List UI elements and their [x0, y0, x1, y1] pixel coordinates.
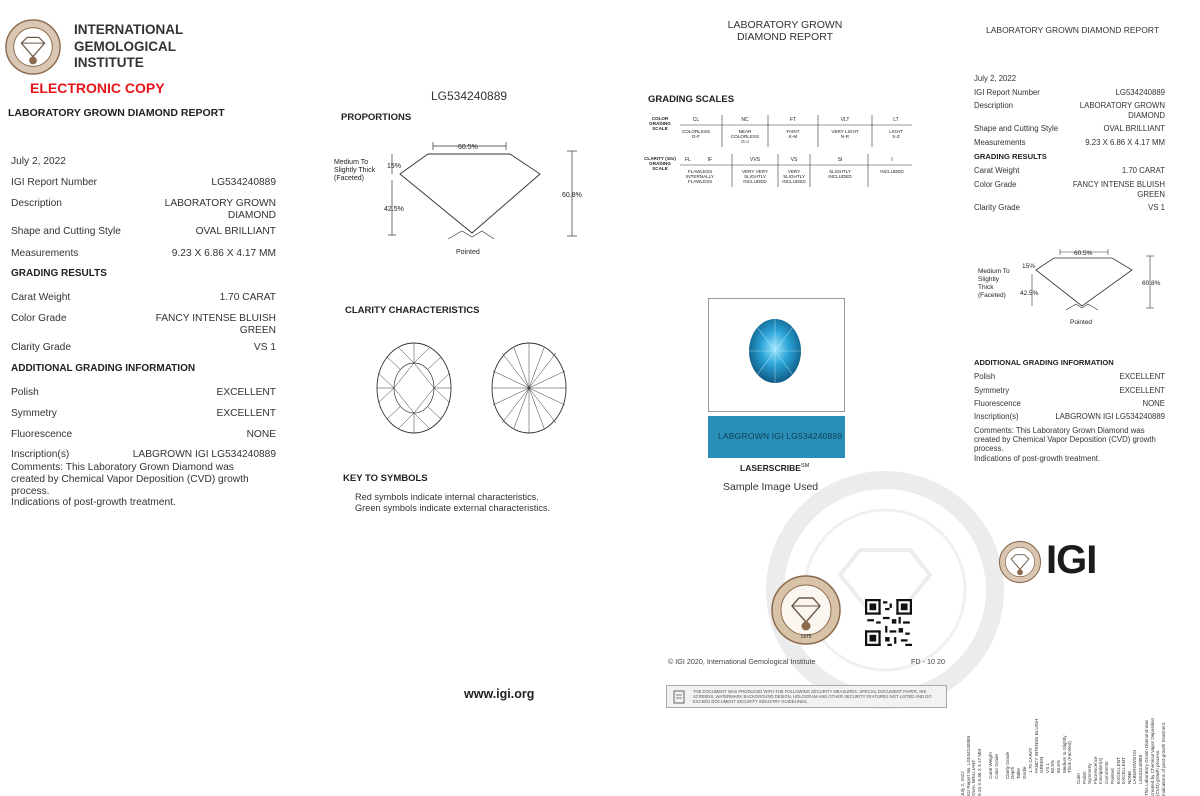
carat-value: 1.70 CARAT: [219, 292, 276, 303]
key-line-external: Green symbols indicate external characteristics.: [355, 503, 551, 513]
report-title-right: LABORATORY GROWN DIAMOND REPORT: [986, 25, 1160, 35]
mini-cell: created by Chemical Vapor Deposition: [1149, 717, 1155, 796]
comments-line: Comments: This Laboratory Grown Diamond was: [11, 462, 234, 473]
grading-scales-table: [640, 112, 920, 190]
igi-logo: IGI: [1046, 538, 1097, 582]
description-line: LABORATORY GROWN: [164, 198, 276, 209]
r-description-value: [1080, 101, 1165, 120]
color-desc: NEAR: [738, 129, 752, 134]
mini-summary-table: [958, 600, 1170, 796]
color-desc: COLORLESS: [681, 129, 711, 134]
carat-label: Carat Weight: [11, 292, 71, 303]
r-table-percentage: 60.5%: [1074, 250, 1093, 257]
color-code: LT: [893, 117, 899, 123]
crown-view-plot: [375, 341, 453, 435]
institute-name-line: GEMOLOGICAL: [74, 38, 176, 54]
mini-cell: IGI Report No. LG534240889: [965, 735, 971, 796]
igi-seal-emblem: [770, 574, 842, 646]
mini-col-6: [1144, 718, 1166, 796]
r-additional-info-heading: ADDITIONAL GRADING INFORMATION: [974, 358, 1114, 367]
mini-cell: Depth: [1010, 766, 1016, 779]
r-grading-results-heading: GRADING RESULTS: [974, 152, 1047, 161]
comments-line: Indications of post-growth treatment.: [11, 497, 176, 509]
proportions-diagram: [330, 135, 590, 260]
igi-seal-logo: [4, 18, 62, 76]
fluorescence-label: Fluorescence: [11, 429, 73, 440]
mini-cell: (CVD) growth process.: [1155, 749, 1161, 796]
color-desc: FAINT: [786, 129, 800, 134]
laser-inscription-text: LABGROWN IGI LG534240889: [718, 431, 843, 441]
security-notice: [666, 685, 947, 708]
comments: [11, 462, 286, 509]
mini-cell: Carat Weight: [988, 752, 993, 779]
clarity-desc: VERY VERY: [741, 169, 769, 174]
color-scale-label: SCALE: [652, 126, 668, 131]
color-scale-label: COLOR: [651, 116, 669, 121]
report-number-center: LG534240889: [431, 89, 508, 103]
color-scale-label: GRADING: [649, 121, 671, 126]
description-line: DIAMOND: [227, 210, 276, 221]
laserscribe-label: [740, 463, 809, 473]
mini-cell: Polish: [1081, 771, 1087, 785]
report-date: July 2, 2022: [11, 156, 66, 167]
clarity-code: I: [891, 157, 893, 163]
r-culet-label: Pointed: [1070, 319, 1093, 326]
form-code: FD - 10 20: [911, 657, 945, 666]
polish-label: Polish: [11, 387, 39, 398]
r-color-value: [1073, 180, 1165, 199]
report-number-label: IGI Report Number: [11, 177, 98, 188]
report-title-center: [705, 20, 865, 43]
website-url: www.igi.org: [464, 687, 535, 701]
electronic-copy-label: ELECTRONIC COPY: [30, 80, 165, 96]
r-carat-value: 1.70 CARAT: [1121, 166, 1165, 175]
r-pavilion-percentage: 42.5%: [1020, 290, 1039, 297]
r-inscription-label: Inscription(s): [974, 412, 1019, 421]
mini-col-4: [1076, 757, 1110, 785]
girdle-line: (Faceted): [334, 175, 364, 182]
mini-cell: EXCELLENT: [1115, 757, 1121, 785]
r-comments: [974, 426, 1174, 463]
clarity-desc: INTERNALLY: [686, 174, 714, 179]
mini-cell: Color Grade: [993, 753, 999, 779]
description-value: [165, 198, 276, 222]
clarity-code: VS: [790, 157, 798, 163]
clarity-code: IF: [707, 157, 713, 163]
key-to-symbols: [355, 492, 550, 514]
r-girdle-line: Medium To: [978, 268, 1010, 275]
r-inscription-value: LABGROWN IGI LG534240889: [1055, 412, 1165, 421]
shape-label: Shape and Cutting Style: [11, 226, 121, 237]
qr-code: [865, 599, 912, 646]
clarity-desc: FLAWLESS: [687, 169, 713, 174]
grading-scales-title: GRADING SCALES: [648, 94, 735, 105]
r-symmetry-value: EXCELLENT: [1119, 386, 1165, 395]
mini-cell: OVAL BRILLIANT: [971, 759, 977, 796]
diamond-photo: [708, 298, 845, 412]
mini-col-3: [1028, 719, 1073, 773]
clarity-desc: INCLUDED: [880, 169, 904, 174]
color-desc: G-J: [741, 139, 749, 144]
key-line-internal: Red symbols indicate internal characteristics.: [355, 492, 539, 502]
color-desc: VERY LIGHT: [831, 129, 859, 134]
inscription-label: Inscription(s): [11, 449, 70, 460]
key-to-symbols-title: KEY TO SYMBOLS: [343, 473, 428, 484]
mini-cell: 9.23 X 6.86 X 4.17 MM: [976, 748, 982, 796]
r-crown-percentage: 15%: [1022, 263, 1036, 270]
mini-cell: LG534240889: [1137, 755, 1143, 785]
mini-cell: Thick (Faceted): [1067, 741, 1073, 774]
color-code: FT: [789, 117, 797, 123]
mini-cell: Culet: [1076, 773, 1081, 785]
mini-cell: NONE: [1126, 771, 1132, 785]
clarity-desc: SLIGHTLY: [783, 174, 805, 179]
mini-cell: EXCELLENT: [1121, 757, 1127, 785]
institute-name: [74, 22, 234, 72]
r-measurements-value: 9.23 X 6.86 X 4.17 MM: [1085, 138, 1165, 147]
color-desc: K-M: [788, 134, 798, 139]
document-icon: [672, 690, 686, 704]
comments-line: process.: [11, 485, 50, 497]
r-description-line: DIAMOND: [1128, 110, 1165, 120]
r-description-label: Description: [974, 101, 1013, 110]
clarity-desc: VERY: [787, 169, 801, 174]
symmetry-value: EXCELLENT: [216, 408, 276, 419]
sample-image-note: Sample Image Used: [723, 481, 819, 493]
r-proportions-diagram: [976, 244, 1166, 330]
color-desc: N-R: [840, 134, 850, 139]
mini-col-5: [1110, 750, 1144, 784]
color-code: CL: [692, 117, 700, 123]
report-title-center-line: DIAMOND REPORT: [736, 30, 834, 43]
fluorescence-value: NONE: [246, 429, 276, 440]
diamond-image: [709, 299, 844, 411]
clarity-scale-label: CLARITY (10x): [644, 156, 676, 161]
clarity-desc: INCLUDED: [743, 179, 767, 184]
mini-cell: LABGROWN IGI: [1132, 750, 1138, 785]
color-desc: S-Z: [892, 134, 900, 139]
r-shape-label: Shape and Cutting Style: [974, 124, 1059, 133]
mini-cell: Girdle: [1021, 766, 1027, 779]
r-depth-percentage: 60.8%: [1142, 280, 1161, 287]
color-desc: LIGHT: [889, 129, 903, 134]
copyright-notice: © IGI 2020, International Gemological Institute: [668, 657, 816, 666]
r-comments-line: Comments: This Laboratory Grown Diamond was: [974, 426, 1145, 435]
institute-name-line: INTERNATIONAL: [74, 22, 184, 37]
mini-cell: Medium to Slightly: [1061, 735, 1067, 774]
mini-cell: This Laboratory Grown Diamond was: [1144, 719, 1149, 796]
r-shape-value: OVAL BRILLIANT: [1103, 124, 1165, 133]
color-desc: COLORLESS: [730, 134, 760, 139]
girdle-line: Medium To: [334, 159, 369, 166]
clarity-scale-label: SCALE: [652, 166, 668, 171]
clarity-code: SI: [837, 157, 843, 163]
r-symmetry-label: Symmetry: [974, 386, 1010, 395]
mini-cell: 1.70 CARAT: [1028, 747, 1033, 774]
color-value: [156, 313, 276, 337]
clarity-desc: SLIGHTLY: [829, 169, 851, 174]
r-clarity-label: Clarity Grade: [974, 203, 1020, 212]
seal-year: 1975: [800, 634, 812, 640]
r-report-number-label: IGI Report Number: [974, 88, 1040, 97]
clarity-desc: INCLUDED: [828, 174, 852, 179]
additional-info-heading: ADDITIONAL GRADING INFORMATION: [11, 363, 196, 374]
mini-cell: Fluorescence: [1092, 756, 1098, 785]
clarity-code: FL: [685, 157, 691, 163]
mini-cell: Symmetry: [1087, 763, 1093, 785]
inscription-value: LABGROWN IGI LG534240889: [132, 449, 276, 460]
r-fluorescence-label: Fluorescence: [974, 399, 1021, 408]
clarity-desc: INCLUDED: [782, 179, 806, 184]
r-color-label: Color Grade: [974, 180, 1017, 189]
r-comments-line: created by Chemical Vapor Deposition (CVD) growth: [974, 435, 1156, 445]
measurements-value: 9.23 X 6.86 X 4.17 MM: [171, 248, 276, 259]
pavilion-percentage: 42.5%: [384, 206, 404, 213]
culet-label: Pointed: [456, 249, 480, 256]
comments-line: created by Chemical Vapor Deposition (CVD) growth: [11, 473, 249, 485]
laserscribe-text: LASERSCRIBE: [740, 463, 801, 473]
mini-cell: Comments:: [1103, 760, 1109, 785]
r-carat-label: Carat Weight: [974, 166, 1020, 175]
clarity-scale-label: GRADING: [649, 161, 671, 166]
laser-inscription-image: [708, 416, 845, 458]
clarity-label: Clarity Grade: [11, 342, 72, 353]
mini-cell: Indications of post-growth treatment.: [1160, 721, 1166, 796]
color-label: Color Grade: [11, 313, 67, 324]
clarity-code: VVS: [749, 157, 761, 163]
mini-cell: 60.8%: [1050, 760, 1056, 774]
mini-cell: GREEN: [1039, 756, 1045, 774]
r-date: July 2, 2022: [974, 74, 1017, 83]
r-polish-label: Polish: [974, 372, 996, 381]
pavilion-view-plot: [490, 341, 568, 435]
r-girdle-line: (Faceted): [978, 292, 1006, 299]
mini-cell: July 2, 2022: [960, 770, 965, 796]
mini-cell: Clarity Grade: [1004, 751, 1010, 779]
color-line: FANCY INTENSE BLUISH: [155, 313, 276, 324]
report-title-center-line: LABORATORY GROWN: [727, 19, 843, 31]
shape-value: OVAL BRILLIANT: [195, 226, 276, 237]
report-title: LABORATORY GROWN DIAMOND REPORT: [8, 107, 225, 119]
report-number-value: LG534240889: [211, 177, 276, 188]
color-line: GREEN: [239, 325, 276, 336]
crown-percentage: 15%: [387, 163, 402, 170]
symmetry-label: Symmetry: [11, 408, 57, 419]
proportions-title: PROPORTIONS: [341, 112, 412, 123]
laserscribe-sup: SM: [800, 463, 810, 470]
girdle-line: Slightly Thick: [334, 167, 376, 174]
r-report-number-value: LG534240889: [1115, 88, 1165, 97]
clarity-characteristics-title: CLARITY CHARACTERISTICS: [345, 305, 480, 316]
color-desc: D-F: [692, 134, 700, 139]
mini-cell: Inscription(s): [1098, 758, 1104, 785]
mini-cell: 60.5%: [1055, 760, 1061, 774]
security-notice-text: THE DOCUMENT WAS PRODUCED WITH THE FOLLOWING SECURITY MEASURES: SPECIAL DOCUMENT PAPER, INK SCREENS, WATERMARK BACKGROUND DESIGN, HOLOGRAM AND OTHER SECURITY FEATURES NOT LISTED AND DO EXCEED DOCUMENT SECURITY INDUSTRY GUIDELINES.: [693, 689, 932, 705]
polish-value: EXCELLENT: [216, 387, 276, 398]
institute-name-line: INSTITUTE: [74, 55, 144, 70]
igi-logo-seal: [998, 540, 1042, 584]
clarity-value: VS 1: [253, 342, 276, 353]
mini-cell: VS 1: [1044, 763, 1050, 774]
r-girdle-line: Thick: [978, 284, 994, 291]
mini-cell: Pointed: [1110, 768, 1115, 785]
r-comments-line: process.: [974, 444, 1004, 454]
clarity-desc: SLIGHTLY: [744, 174, 766, 179]
r-clarity-value: VS 1: [1148, 203, 1165, 212]
mini-col-2: [988, 752, 1027, 779]
r-color-line: FANCY INTENSE BLUISH: [1072, 180, 1165, 189]
table-percentage: 60.5%: [458, 144, 478, 151]
grading-results-heading: GRADING RESULTS: [11, 268, 107, 279]
r-description-line: LABORATORY GROWN: [1079, 101, 1165, 110]
clarity-desc: FLAWLESS: [687, 179, 713, 184]
depth-percentage: 60.8%: [562, 192, 582, 199]
mini-cell: Table: [1015, 767, 1021, 779]
r-girdle-line: Slightly: [978, 276, 999, 283]
r-measurements-label: Measurements: [974, 138, 1026, 147]
color-code: NC: [741, 117, 749, 123]
r-fluorescence-value: NONE: [1142, 399, 1165, 408]
description-label: Description: [11, 198, 62, 209]
color-code: VLT: [840, 117, 850, 123]
r-comments-line: Indications of post-growth treatment.: [974, 453, 1101, 463]
mini-col-1: [960, 736, 982, 796]
measurements-label: Measurements: [11, 248, 79, 259]
r-polish-value: EXCELLENT: [1119, 372, 1165, 381]
mini-cell: FANCY INTENSE BLUISH: [1033, 718, 1039, 774]
r-color-line: GREEN: [1137, 189, 1165, 199]
